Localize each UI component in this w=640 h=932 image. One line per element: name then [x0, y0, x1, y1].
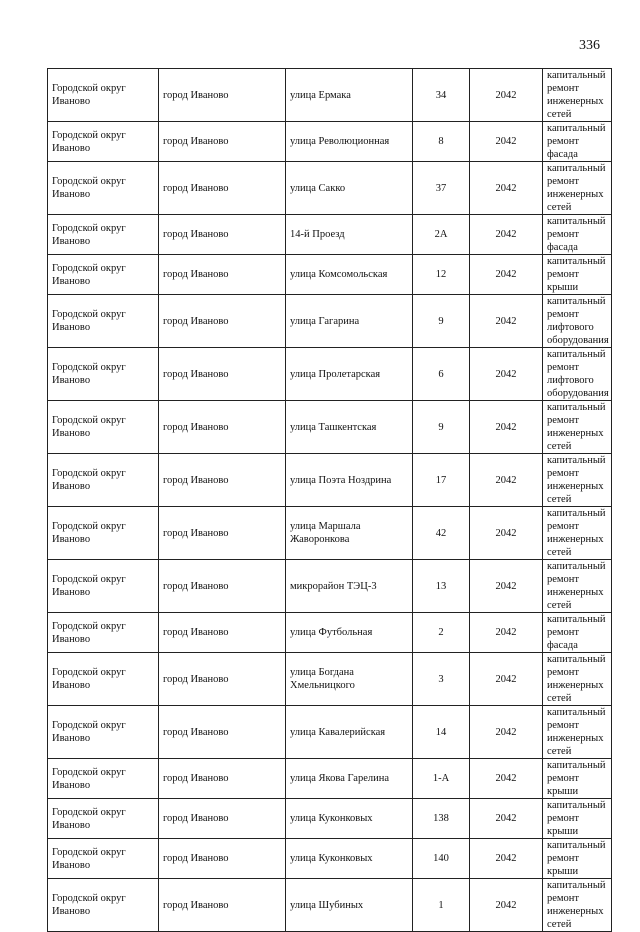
street-cell: улица Куконковых: [286, 799, 413, 839]
house-number-cell: 34: [413, 69, 470, 122]
work-type-cell: капитальный ремонт инженерных сетей: [543, 401, 612, 454]
district-cell: Городской округ Иваново: [48, 162, 159, 215]
table-row: [48, 706, 612, 759]
district-cell: Городской округ Иваново: [48, 653, 159, 706]
year-cell: 2042: [470, 295, 543, 348]
house-number-cell: 9: [413, 401, 470, 454]
year-cell: 2042: [470, 507, 543, 560]
city-cell: город Иваново: [159, 706, 286, 759]
work-type-cell: капитальный ремонт крыши: [543, 759, 612, 799]
district-cell: Городской округ Иваново: [48, 759, 159, 799]
house-number-cell: 37: [413, 162, 470, 215]
street-cell: улица Пролетарская: [286, 348, 413, 401]
house-number-cell: 13: [413, 560, 470, 613]
street-cell: улица Гагарина: [286, 295, 413, 348]
table-row: [48, 653, 612, 706]
year-cell: 2042: [470, 162, 543, 215]
district-cell: Городской округ Иваново: [48, 348, 159, 401]
district-cell: Городской округ Иваново: [48, 613, 159, 653]
house-number-cell: 3: [413, 653, 470, 706]
house-number-cell: 17: [413, 454, 470, 507]
table-row: [48, 799, 612, 839]
district-cell: Городской округ Иваново: [48, 122, 159, 162]
street-cell: улица Комсомольская: [286, 255, 413, 295]
work-type-cell: капитальный ремонт инженерных сетей: [543, 560, 612, 613]
city-cell: город Иваново: [159, 759, 286, 799]
year-cell: 2042: [470, 255, 543, 295]
year-cell: 2042: [470, 759, 543, 799]
work-type-cell: капитальный ремонт инженерных сетей: [543, 653, 612, 706]
year-cell: 2042: [470, 348, 543, 401]
district-cell: Городской округ Иваново: [48, 454, 159, 507]
work-type-cell: капитальный ремонт крыши: [543, 255, 612, 295]
work-type-cell: капитальный ремонт фасада: [543, 122, 612, 162]
city-cell: город Иваново: [159, 69, 286, 122]
work-type-cell: капитальный ремонт инженерных сетей: [543, 879, 612, 932]
house-number-cell: 138: [413, 799, 470, 839]
district-cell: Городской округ Иваново: [48, 295, 159, 348]
city-cell: город Иваново: [159, 215, 286, 255]
city-cell: город Иваново: [159, 799, 286, 839]
year-cell: 2042: [470, 613, 543, 653]
work-type-cell: капитальный ремонт инженерных сетей: [543, 706, 612, 759]
city-cell: город Иваново: [159, 560, 286, 613]
year-cell: 2042: [470, 839, 543, 879]
house-number-cell: 14: [413, 706, 470, 759]
house-number-cell: 1-А: [413, 759, 470, 799]
year-cell: 2042: [470, 560, 543, 613]
housing-repair-table: [47, 68, 612, 932]
year-cell: 2042: [470, 215, 543, 255]
year-cell: 2042: [470, 454, 543, 507]
table-row: [48, 255, 612, 295]
district-cell: Городской округ Иваново: [48, 69, 159, 122]
street-cell: улица Шубиных: [286, 879, 413, 932]
work-type-cell: капитальный ремонт инженерных сетей: [543, 162, 612, 215]
city-cell: город Иваново: [159, 839, 286, 879]
street-cell: улица Революционная: [286, 122, 413, 162]
work-type-cell: капитальный ремонт инженерных сетей: [543, 69, 612, 122]
district-cell: Городской округ Иваново: [48, 255, 159, 295]
table-row: [48, 401, 612, 454]
table-row: [48, 879, 612, 932]
city-cell: город Иваново: [159, 255, 286, 295]
work-type-cell: капитальный ремонт фасада: [543, 215, 612, 255]
year-cell: 2042: [470, 799, 543, 839]
district-cell: Городской округ Иваново: [48, 507, 159, 560]
street-cell: 14-й Проезд: [286, 215, 413, 255]
table-row: [48, 162, 612, 215]
year-cell: 2042: [470, 653, 543, 706]
table-row: [48, 839, 612, 879]
district-cell: Городской округ Иваново: [48, 215, 159, 255]
house-number-cell: 8: [413, 122, 470, 162]
street-cell: микрорайон ТЭЦ-3: [286, 560, 413, 613]
city-cell: город Иваново: [159, 122, 286, 162]
table-row: [48, 215, 612, 255]
table-row: [48, 122, 612, 162]
city-cell: город Иваново: [159, 162, 286, 215]
district-cell: Городской округ Иваново: [48, 560, 159, 613]
street-cell: улица Футбольная: [286, 613, 413, 653]
house-number-cell: 140: [413, 839, 470, 879]
house-number-cell: 42: [413, 507, 470, 560]
year-cell: 2042: [470, 706, 543, 759]
table-row: [48, 613, 612, 653]
district-cell: Городской округ Иваново: [48, 401, 159, 454]
year-cell: 2042: [470, 122, 543, 162]
table-row: [48, 507, 612, 560]
house-number-cell: 6: [413, 348, 470, 401]
house-number-cell: 1: [413, 879, 470, 932]
city-cell: город Иваново: [159, 295, 286, 348]
table-row: [48, 295, 612, 348]
street-cell: улица Сакко: [286, 162, 413, 215]
street-cell: улица Маршала Жаворонкова: [286, 507, 413, 560]
street-cell: улица Куконковых: [286, 839, 413, 879]
page-number: 336: [579, 38, 600, 53]
table-row: [48, 759, 612, 799]
district-cell: Городской округ Иваново: [48, 799, 159, 839]
city-cell: город Иваново: [159, 401, 286, 454]
year-cell: 2042: [470, 879, 543, 932]
street-cell: улица Якова Гарелина: [286, 759, 413, 799]
work-type-cell: капитальный ремонт фасада: [543, 613, 612, 653]
work-type-cell: капитальный ремонт крыши: [543, 799, 612, 839]
street-cell: улица Ташкентская: [286, 401, 413, 454]
district-cell: Городской округ Иваново: [48, 706, 159, 759]
city-cell: город Иваново: [159, 454, 286, 507]
city-cell: город Иваново: [159, 613, 286, 653]
city-cell: город Иваново: [159, 507, 286, 560]
house-number-cell: 2: [413, 613, 470, 653]
house-number-cell: 2А: [413, 215, 470, 255]
city-cell: город Иваново: [159, 348, 286, 401]
table-row: [48, 69, 612, 122]
work-type-cell: капитальный ремонт инженерных сетей: [543, 507, 612, 560]
work-type-cell: капитальный ремонт инженерных сетей: [543, 454, 612, 507]
district-cell: Городской округ Иваново: [48, 879, 159, 932]
work-type-cell: капитальный ремонт лифтового оборудования: [543, 295, 612, 348]
house-number-cell: 12: [413, 255, 470, 295]
table-row: [48, 348, 612, 401]
street-cell: улица Ермака: [286, 69, 413, 122]
year-cell: 2042: [470, 401, 543, 454]
work-type-cell: капитальный ремонт крыши: [543, 839, 612, 879]
street-cell: улица Поэта Ноздрина: [286, 454, 413, 507]
work-type-cell: капитальный ремонт лифтового оборудования: [543, 348, 612, 401]
table-row: [48, 454, 612, 507]
street-cell: улица Кавалерийская: [286, 706, 413, 759]
city-cell: город Иваново: [159, 653, 286, 706]
city-cell: город Иваново: [159, 879, 286, 932]
district-cell: Городской округ Иваново: [48, 839, 159, 879]
table-row: [48, 560, 612, 613]
house-number-cell: 9: [413, 295, 470, 348]
street-cell: улица Богдана Хмельницкого: [286, 653, 413, 706]
year-cell: 2042: [470, 69, 543, 122]
